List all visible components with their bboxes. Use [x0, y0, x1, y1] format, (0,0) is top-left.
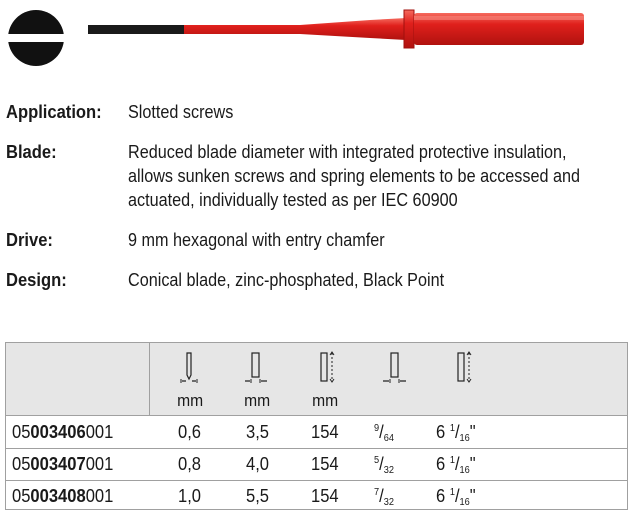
blade-thickness-icon	[178, 351, 202, 385]
blade-length-icon	[317, 351, 339, 385]
blade-length-value: 154	[311, 422, 339, 442]
spec-value: 9 mm hexagonal with entry chamfer	[128, 230, 385, 250]
spec-value-line: actuated, individually tested as per IEC 60900	[128, 190, 458, 210]
spec-design	[6, 268, 631, 292]
spec-value-line: allows sunken screws and spring elements to be accessed and	[128, 166, 581, 186]
specifications	[6, 100, 631, 292]
blade-thickness-value: 0,8	[178, 454, 202, 474]
spec-label: Drive:	[6, 230, 53, 250]
blade-width-inch-icon	[380, 351, 408, 385]
blade-width-value: 4,0	[246, 454, 270, 474]
table-row	[6, 480, 627, 512]
blade-width-value: 5,5	[246, 486, 270, 506]
blade-length-inch-value: 6 $^1/_{16}$"	[436, 454, 476, 476]
blade-width-inch-value: $^9/_{64}$	[374, 422, 394, 444]
unit-thickness: mm	[177, 391, 204, 410]
blade-thickness-value: 1,0	[178, 486, 202, 506]
article-number: 05003407001	[12, 454, 114, 474]
unit-length: mm	[312, 391, 339, 410]
spec-application	[6, 100, 631, 124]
table-row	[6, 448, 627, 481]
spec-value: Slotted screws	[128, 102, 234, 122]
spec-label: Blade:	[6, 142, 57, 162]
article-table	[5, 342, 628, 510]
blade-length-inch-icon	[454, 351, 476, 385]
blade-length-value: 154	[311, 454, 339, 474]
table-header	[6, 343, 627, 416]
article-number: 05003408001	[12, 486, 114, 506]
unit-width: mm	[244, 391, 271, 410]
blade-width-inch-value: $^5/_{32}$	[374, 454, 394, 476]
table-row	[6, 416, 627, 449]
article-number: 05003406001	[12, 422, 114, 442]
product-illustration	[0, 0, 635, 80]
spec-label: Application:	[6, 102, 102, 122]
blade-length-inch-value: 6 $^1/_{16}$"	[436, 422, 476, 444]
screwdriver-blade	[88, 10, 584, 48]
spec-value-line: Reduced blade diameter with integrated protective insulation,	[128, 142, 567, 162]
blade-width-inch-value: $^7/_{32}$	[374, 486, 394, 508]
blade-width-icon	[243, 351, 269, 385]
spec-value: Conical blade, zinc-phosphated, Black Point	[128, 270, 445, 290]
spec-blade	[6, 140, 631, 212]
spec-drive	[6, 228, 631, 252]
blade-width-value: 3,5	[246, 422, 270, 442]
blade-length-value: 154	[311, 486, 339, 506]
slotted-tip-icon	[6, 10, 66, 66]
spec-label: Design:	[6, 270, 67, 290]
blade-length-inch-value: 6 $^1/_{16}$"	[436, 486, 476, 508]
blade-thickness-value: 0,6	[178, 422, 202, 442]
